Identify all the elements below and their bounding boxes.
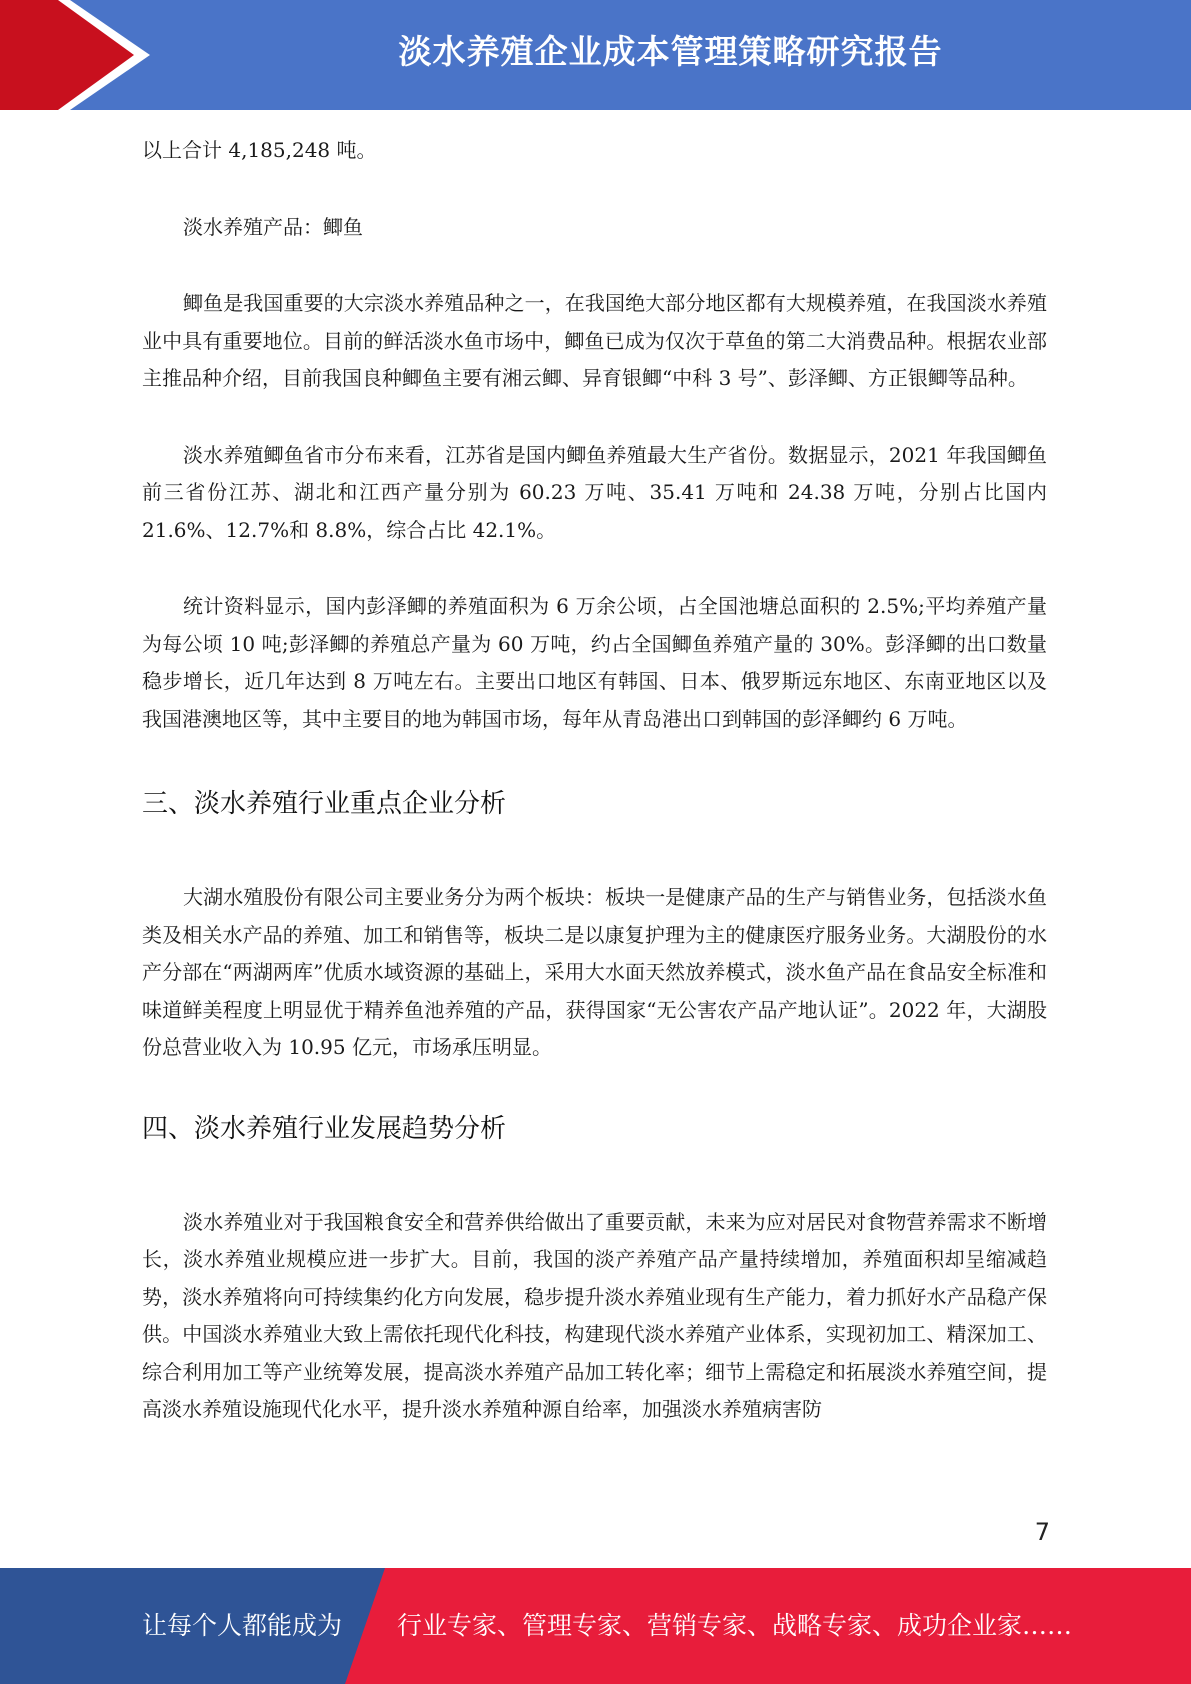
section-heading-trends: 四、淡水养殖行业发展趋势分析: [142, 1113, 507, 1144]
page-number: 7: [1034, 1518, 1050, 1546]
paragraph-province-distribution: 淡水养殖鲫鱼省市分布来看，江苏省是国内鲫鱼养殖最大生产省份。数据显示，2021 年我国鲫鱼前三省份江苏、湖北和江西产量分别为 60.23 万吨、35.41 万吨和 24.38 万吨，分别占比国内 21.6%、12.7%和 8.8%，综合占比 42.1%。: [142, 442, 1047, 542]
report-title: 淡水养殖企业成本管理策略研究报告: [398, 32, 943, 71]
paragraph-total: 以上合计 4,185,248 吨。: [142, 138, 377, 162]
paragraph-development-trends: 淡水养殖业对于我国粮食安全和营养供给做出了重要贡献，未来为应对居民对食物营养需求不断增长，淡水养殖业规模应进一步扩大。目前，我国的淡产养殖产品产量持续增加，养殖面积却呈缩减趋势，淡水养殖将向可持续集约化方向发展，稳步提升淡水养殖业现有生产能力，着力抓好水产品稳产保供。中国淡水养殖业大致上需依托现代化科技，构建现代淡水养殖产业体系，实现初加工、精深加工、综合利用加工等产业统筹发展，提高淡水养殖产品加工转化率；细节上需稳定和拓展淡水养殖空间，提高淡水养殖设施现代化水平，提升淡水养殖种源自给率，加强淡水养殖病害防: [142, 1209, 1047, 1421]
paragraph-dahu-company: 大湖水殖股份有限公司主要业务分为两个板块：板块一是健康产品的生产与销售业务，包括淡水鱼类及相关水产品的养殖、加工和销售等，板块二是以康复护理为主的健康医疗服务业务。大湖股份的水产分部在“两湖两库”优质水域资源的基础上，采用大水面天然放养模式，淡水鱼产品在食品安全标准和味道鲜美程度上明显优于精养鱼池养殖的产品，获得国家“无公害农产品产地认证”。2022 年，大湖股份总营业收入为 10.95 亿元，市场承压明显。: [142, 885, 1047, 1059]
page-footer: [0, 1568, 1191, 1684]
header-chevron-decoration: [0, 0, 160, 110]
section-heading-key-companies: 三、淡水养殖行业重点企业分析: [142, 789, 507, 819]
footer-slogan-left: 让每个人都能成为: [142, 1611, 343, 1640]
page-header: [0, 0, 1191, 110]
page-content: [142, 132, 1047, 1429]
paragraph-crucian-intro: 鲫鱼是我国重要的大宗淡水养殖品种之一，在我国绝大部分地区都有大规模养殖，在我国淡水养殖业中具有重要地位。目前的鲜活淡水鱼市场中，鲫鱼已成为仅次于草鱼的第二大消费品种。根据农业部主推品种介绍，目前我国良种鲫鱼主要有湘云鲫、异育银鲫“中科 3 号”、彭泽鲫、方正银鲫等品种。: [142, 291, 1047, 390]
paragraph-product-label: 淡水养殖产品：鲫鱼: [183, 214, 363, 239]
paragraph-pengze-statistics: 统计资料显示，国内彭泽鲫的养殖面积为 6 万余公顷，占全国池塘总面积的 2.5%;平均养殖产量为每公顷 10 吨;彭泽鲫的养殖总产量为 60 万吨，约占全国鲫鱼养殖产量的 30%。彭泽鲫的出口数量稳步增长，近几年达到 8 万吨左右。主要出口地区有韩国、日本、俄罗斯远东地区、东南亚地区以及我国港澳地区等，其中主要目的地为韩国市场，每年从青岛港出口到韩国的彭泽鲫约 6 万吨。: [142, 594, 1047, 731]
footer-slogan-right: 行业专家、管理专家、营销专家、战略专家、成功企业家……: [397, 1611, 1073, 1640]
